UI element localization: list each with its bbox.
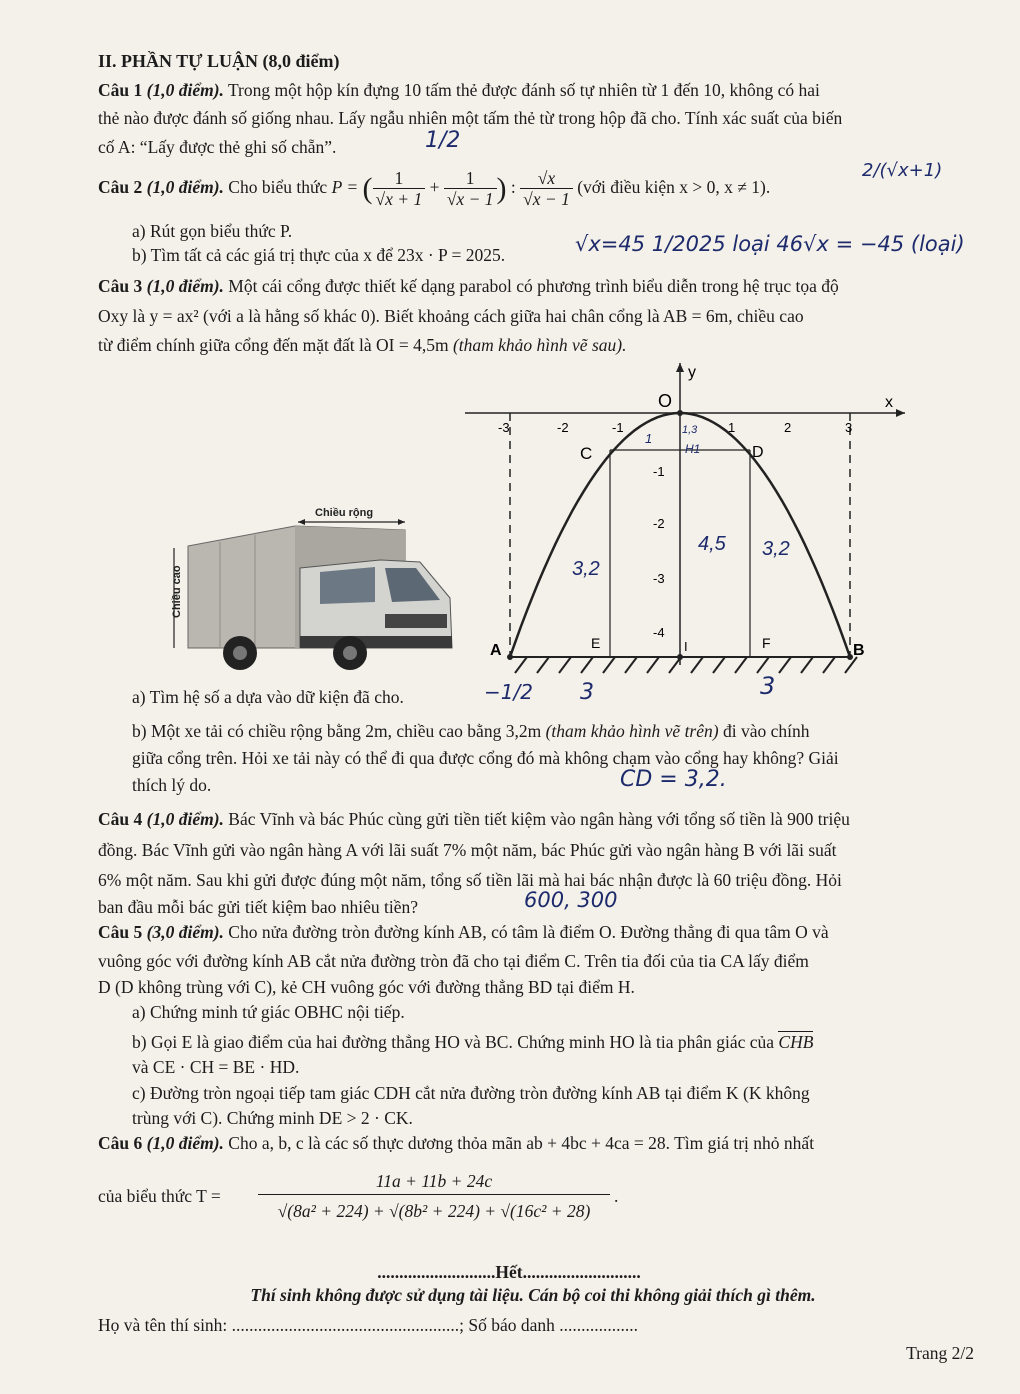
origin-dot [677, 410, 683, 416]
truck-illustration [160, 498, 470, 678]
q2-frac1 [373, 168, 426, 209]
q5-line3: D (D không trùng với C), kẻ CH vuông góc với đường thẳng BD tại điểm H. [98, 977, 635, 997]
q2-frac3-den: √x − 1 [523, 189, 570, 210]
dot-a [507, 654, 513, 660]
q4-label: Câu 4 [98, 809, 143, 829]
q3-points: (1,0 điểm). [146, 276, 224, 296]
point-b: B [853, 642, 865, 659]
q6-line1 [98, 1132, 968, 1154]
origin-label: O [658, 391, 673, 411]
point-a: A [490, 642, 502, 659]
q2-frac3 [520, 168, 573, 209]
q6-text1: Cho a, b, c là các số thực dương thỏa mãn ab + 4bc + 4ca = 28. Tìm giá trị nhỏ nhất [223, 1133, 815, 1153]
hw-graph-13: 1,3 [682, 424, 698, 436]
q3-a: a) Tìm hệ số a dựa vào dữ kiện đã cho. [132, 687, 404, 707]
q6-label: Câu 6 [98, 1133, 143, 1153]
hatch-mark [581, 657, 593, 673]
q6-expression [98, 1168, 968, 1230]
q1-line2: thẻ nào được đánh số giống nhau. Lấy ngẫu nhiên một tấm thẻ từ trong hộp đã cho. Tính xác suất của biến [98, 108, 843, 128]
y-axis-label: y [688, 364, 696, 381]
hatch-mark [757, 657, 769, 673]
q3-b1c: đi vào chính [718, 721, 810, 741]
q3-b1a: b) Một xe tải có chiều rộng bằng 2m, chiều cao bằng 3,2m [132, 721, 546, 741]
q3-line2: Oxy là y = ax² (với a là hằng số khác 0). Biết khoảng cách giữa hai chân cổng là AB = 6m, chiều cao [98, 306, 804, 326]
q3-text3a: từ điểm chính giữa cổng đến mặt đất là OI = 4,5m [98, 335, 453, 355]
q5-angle-chb: CHB [778, 1032, 814, 1052]
q5-a: a) Chứng minh tứ giác OBHC nội tiếp. [132, 1002, 405, 1022]
point-c: C [580, 444, 593, 463]
q6-points: (1,0 điểm). [146, 1133, 224, 1153]
q2-frac2-den: √x − 1 [446, 189, 494, 210]
q1-text1: Trong một hộp kín đựng 10 tấm thẻ được đánh số tự nhiên từ 1 đến 10, không có hai [223, 80, 820, 100]
q3-line1 [98, 275, 968, 297]
paren-left: ( [362, 171, 373, 205]
q2-line1: Câu 2 (1,0 điểm). Cho biểu thức P = ( $\frac{1}{√x + 1}$ + $\frac{1}{√x - 1}$ ) : $\frac{√x}{√x - 1}$ (với điều kiện x > 0, x ≠ 1). [98, 168, 771, 210]
x-tick: -2 [557, 420, 569, 435]
hw-q2b-note: √x=45 1/2025 loại 46√x = −45 (loại) [575, 232, 965, 256]
q5-line2: vuông góc với đường kính AB cắt nửa đường tròn đã cho tại điểm C. Trên tia đối của tia CA lấy điểm [98, 951, 809, 971]
y-tick: -1 [653, 464, 665, 479]
section-title: II. PHẦN TỰ LUẬN (8,0 điểm) [98, 51, 340, 71]
q6-lead: của biểu thức T = [98, 1186, 221, 1206]
q5-b-line2: và CE · CH = BE · HD. [132, 1057, 300, 1077]
truck-window [320, 567, 375, 604]
parabola-gate-graph [460, 355, 910, 690]
hatch-mark [647, 657, 659, 673]
truck-width-label: Chiều rộng [315, 507, 374, 519]
q2-expr-p: P = [331, 177, 359, 197]
q4-line1 [98, 808, 968, 830]
exam-note: Thí sinh không được sử dụng tài liệu. Cán bộ coi thi không giải thích gì thêm. [250, 1285, 816, 1305]
q4-points: (1,0 điểm). [146, 809, 224, 829]
ground-hatch [515, 657, 857, 673]
hatch-mark [625, 657, 637, 673]
truck-grille [385, 614, 447, 628]
q6-period: . [614, 1186, 619, 1206]
hw-q3-3-left: 3 [580, 680, 594, 705]
page-number: Trang 2/2 [906, 1343, 974, 1363]
hw-q1-answer: 1/2 [425, 128, 461, 153]
x-tick: 2 [784, 420, 792, 435]
y-tick: -3 [653, 571, 665, 586]
q3-b-line3: thích lý do. [132, 775, 212, 795]
paren-right: ) [496, 171, 507, 205]
hw-q4-answer: 600, 300 [524, 888, 618, 912]
q5-label: Câu 5 [98, 922, 143, 942]
point-i: I [684, 639, 688, 654]
point-e: E [591, 635, 601, 651]
hatch-mark [823, 657, 835, 673]
q5-text1: Cho nửa đường tròn đường kính AB, có tâm là điểm O. Đường thẳng đi qua tâm O và [223, 922, 829, 942]
hw-q3a-answer: −1/2 [484, 680, 533, 704]
hw-graph-45: 4,5 [698, 533, 726, 555]
hatch-mark [779, 657, 791, 673]
q3-b-line2: giữa cổng trên. Hỏi xe tải này có thể đi qua được cổng đó mà không chạm vào cổng hay không? Giải [132, 748, 839, 768]
q6-fraction-bar [258, 1194, 610, 1195]
q2-b: b) Tìm tất cả các giá trị thực của x để 23x · P = 2025. [132, 245, 506, 265]
q5-c-line1: c) Đường tròn ngoại tiếp tam giác CDH cắt nửa đường tròn đường kính AB tại điểm K (K không [132, 1083, 810, 1103]
hatch-mark [515, 657, 527, 673]
hw-graph-32-left: 3,2 [572, 558, 600, 580]
q4-line4: ban đầu mỗi bác gửi tiết kiệm bao nhiêu tiền? [98, 897, 419, 917]
hatch-mark [559, 657, 571, 673]
q1-label: Câu 1 [98, 80, 143, 100]
hw-q2-answer: 2/(√x+1) [862, 160, 943, 181]
hatch-mark [801, 657, 813, 673]
q5-line1 [98, 921, 968, 943]
q1-line1 [98, 79, 968, 101]
q2-frac1-num: 1 [373, 168, 426, 189]
q5-b-line1 [132, 1031, 968, 1053]
q4-line3: 6% một năm. Sau khi gửi được đúng một năm, tổng số tiền lãi mà hai bác nhận được là 60 triệu đồng. Hỏi [98, 870, 842, 890]
x-axis-label: x [885, 394, 893, 411]
hw-graph-h1: H1 [685, 442, 701, 456]
q3-b-line1 [132, 720, 968, 742]
q1-points: (1,0 điểm). [146, 80, 224, 100]
end-marker: ...........................Hết........................... [377, 1262, 641, 1282]
q3-text1: Một cái cổng được thiết kế dạng parabol có phương trình biểu diễn trong hệ trục tọa độ [223, 276, 839, 296]
q2-a: a) Rút gọn biểu thức P. [132, 221, 293, 241]
hatch-mark [735, 657, 747, 673]
q4-text1: Bác Vĩnh và bác Phúc cùng gửi tiền tiết kiệm vào ngân hàng với tổng số tiền là 900 triệu [223, 809, 850, 829]
q2-label: Câu 2 [98, 177, 143, 197]
q2-intro: Cho biểu thức [223, 177, 332, 197]
q3-label: Câu 3 [98, 276, 143, 296]
y-tick: -2 [653, 516, 665, 531]
y-tick: -4 [653, 625, 665, 640]
q2-frac1-den: √x + 1 [375, 189, 423, 210]
q1-line3: cố A: “Lấy được thẻ ghi số chẵn”. [98, 137, 337, 157]
hw-q3-3-right: 3 [760, 672, 776, 700]
q2-frac3-num: √x [520, 168, 573, 189]
dot-i [677, 654, 683, 660]
dot-b [847, 654, 853, 660]
q3-line3 [98, 334, 968, 356]
hatch-mark [603, 657, 615, 673]
q3-text3b: (tham khảo hình vẽ sau). [452, 335, 627, 355]
hw-q3b-answer: CD = 3,2. [620, 767, 727, 792]
x-tick: -3 [498, 420, 510, 435]
q5-c-line2: trùng với C). Chứng minh DE > 2 · CK. [132, 1108, 413, 1128]
q2-condition: (với điều kiện x > 0, x ≠ 1). [577, 177, 771, 197]
x-tick: 3 [845, 420, 853, 435]
q6-numerator: 11a + 11b + 24c [375, 1171, 493, 1191]
q5-b1: b) Gọi E là giao điểm của hai đường thẳng HO và BC. Chứng minh HO là tia phân giác của [132, 1032, 775, 1052]
q5-points: (3,0 điểm). [146, 922, 224, 942]
q4-line2: đồng. Bác Vĩnh gửi vào ngân hàng A với lãi suất 7% một năm, bác Phúc gửi vào ngân hàng B với lãi suất [98, 840, 837, 860]
hw-graph-32-right: 3,2 [762, 538, 790, 560]
hatch-mark [691, 657, 703, 673]
point-d: D [752, 444, 764, 461]
hatch-mark [713, 657, 725, 673]
q2-frac2-num: 1 [444, 168, 497, 189]
q6-denominator: √(8a² + 224) + √(8b² + 224) + √(16c² + 28) [277, 1201, 591, 1221]
q2-frac2 [444, 168, 497, 209]
hatch-mark [537, 657, 549, 673]
q3-b1b: (tham khảo hình vẽ trên) [545, 721, 719, 741]
candidate-info: Họ và tên thí sinh: ....................................................; Số báo danh .................. [98, 1315, 639, 1335]
point-f: F [762, 635, 771, 651]
x-tick: -1 [612, 420, 624, 435]
x-tick: 1 [728, 420, 736, 435]
q2-points: (1,0 điểm). [146, 177, 224, 197]
truck-height-label: Chiều cao [171, 565, 183, 618]
hw-graph-1: 1 [645, 431, 653, 446]
